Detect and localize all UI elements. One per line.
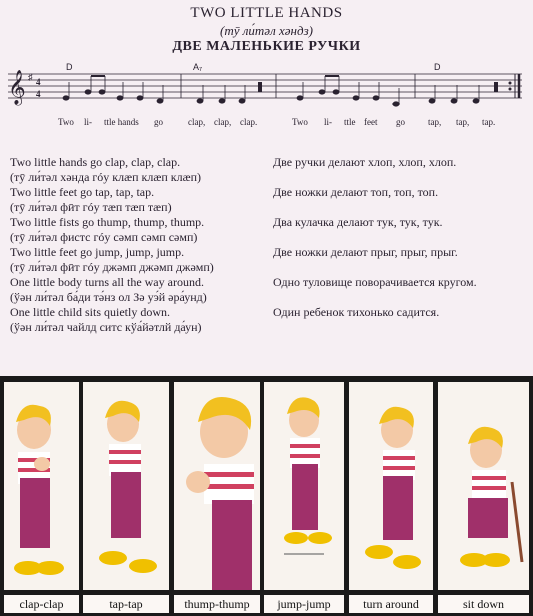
verse-transcription: (ўән ли́тәл ба́ди тә́нз ол Зә уэ́й әра́унд) bbox=[10, 290, 207, 304]
verse-transcription: (ўән ли́тәл чайлд ситс кўа́йәтлй да́ун) bbox=[10, 320, 202, 334]
key-signature: ♯ bbox=[28, 72, 33, 82]
time-signature-top: 4 bbox=[36, 77, 41, 87]
verse-line: Two little hands go clap, clap, clap. bbox=[10, 155, 181, 169]
lyric-syllable: clap. bbox=[240, 117, 258, 127]
illustration-panel bbox=[174, 382, 260, 590]
boy-turning-illustration bbox=[349, 382, 433, 590]
song-title-transcription: (тӯ ли́тәл хәндз) bbox=[220, 23, 313, 38]
verse-line-ru: Одно туловище поворачивается кругом. bbox=[273, 275, 477, 289]
verse-transcription: (тӯ ли́тәл фистс гóу сәмп сәмп сәмп) bbox=[10, 230, 198, 244]
verse-line: One little body turns all the way around. bbox=[10, 275, 204, 289]
treble-clef-icon: 𝄞 bbox=[8, 70, 26, 105]
illustration-panel bbox=[438, 382, 529, 590]
lyric-syllable: clap, bbox=[214, 117, 232, 127]
lyric-syllable: feet bbox=[364, 117, 378, 127]
verse-line-ru: Два кулачка делают тук, тук, тук. bbox=[273, 215, 443, 229]
lyric-syllable: go bbox=[396, 117, 405, 127]
verse-line-ru: Две ручки делают хлоп, хлоп, хлоп. bbox=[273, 155, 457, 169]
panel-caption: sit down bbox=[438, 595, 529, 613]
lyric-syllable: Two bbox=[292, 117, 308, 127]
verse-line-ru: Две ножки делают топ, топ, топ. bbox=[273, 185, 439, 199]
panel-caption: jump-jump bbox=[264, 595, 344, 613]
panel-caption: turn around bbox=[349, 595, 433, 613]
lyric-syllable: ttle hands bbox=[104, 117, 139, 127]
verse-transcription: (тӯ ли́тәл фӣт гóу тæп тæп тæп) bbox=[10, 200, 172, 214]
lyric-syllable: tap. bbox=[482, 117, 496, 127]
russian-verses bbox=[273, 155, 528, 335]
panel-caption: tap-tap bbox=[83, 595, 169, 613]
verse-line: One little child sits quietly down. bbox=[10, 305, 170, 319]
panel-caption: clap-clap bbox=[4, 595, 79, 613]
illustration-panel bbox=[4, 382, 79, 590]
lyric-syllable: Two bbox=[58, 117, 74, 127]
boy-clapping-illustration bbox=[4, 382, 79, 590]
illustration-panel bbox=[83, 382, 169, 590]
boy-tapping-illustration bbox=[83, 382, 169, 590]
lyric-syllable: li- bbox=[324, 117, 332, 127]
lyric-syllable: tap, bbox=[428, 117, 442, 127]
chord-label: A₇ bbox=[193, 62, 203, 72]
chord-label: D bbox=[434, 62, 441, 72]
illustration-panel bbox=[349, 382, 433, 590]
verse-line: Two little feet go jump, jump, jump. bbox=[10, 245, 185, 259]
verse-line-ru: Две ножки делают прыг, прыг, прыг. bbox=[273, 245, 458, 259]
song-title: TWO LITTLE HANDS bbox=[190, 5, 343, 21]
verse-transcription: (тӯ ли́тәл хәнда гóу клæп клæп клæп) bbox=[10, 170, 202, 184]
english-verses bbox=[10, 155, 270, 335]
lyric-syllable: ttle bbox=[344, 117, 356, 127]
verse-line-ru: Один ребенок тихонько садится. bbox=[273, 305, 440, 319]
verse-transcription: (тӯ ли́тәл фӣт гóу джәмп джәмп джәмп) bbox=[10, 260, 214, 274]
time-signature-bottom: 4 bbox=[36, 89, 41, 99]
rests bbox=[258, 82, 512, 93]
chord-label: D bbox=[66, 62, 73, 72]
illustration-panel bbox=[264, 382, 344, 590]
music-staff bbox=[0, 60, 533, 120]
lyric-syllable: go bbox=[154, 117, 163, 127]
verse-line: Two little fists go thump, thump, thump. bbox=[10, 215, 205, 229]
panel-caption: thump-thump bbox=[174, 595, 260, 613]
song-title-russian: ДВЕ МАЛЕНЬКИЕ РУЧКИ bbox=[172, 39, 361, 54]
lyric-syllable: li- bbox=[84, 117, 92, 127]
boy-sitting-illustration bbox=[438, 382, 529, 590]
lyric-syllable: tap, bbox=[456, 117, 470, 127]
notes bbox=[63, 76, 479, 106]
boy-thumping-illustration bbox=[174, 382, 260, 590]
verse-line: Two little feet go tap, tap, tap. bbox=[10, 185, 155, 199]
boy-jumping-illustration bbox=[264, 382, 344, 590]
lyric-syllable: clap, bbox=[188, 117, 206, 127]
